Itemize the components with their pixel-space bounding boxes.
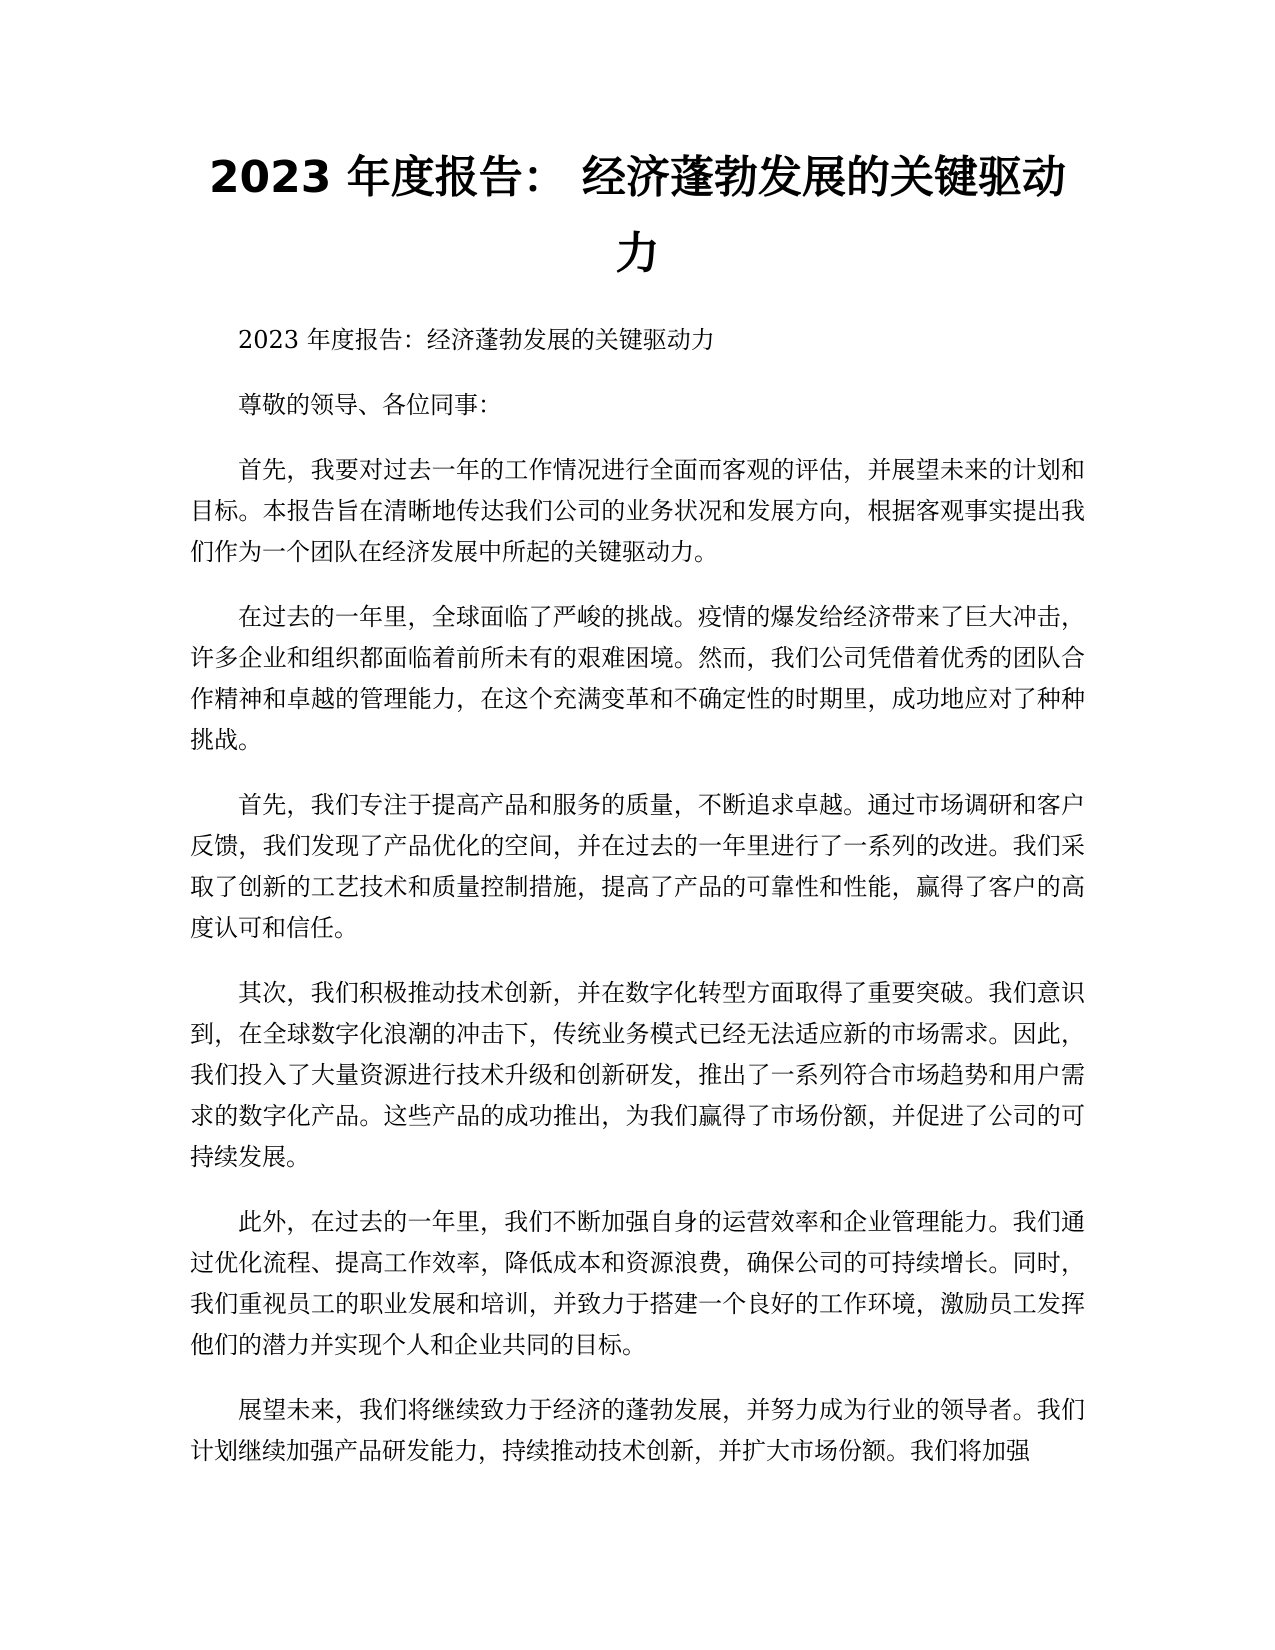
paragraph-heading-repeat: 2023 年度报告：经济蓬勃发展的关键驱动力 (238, 326, 715, 354)
paragraph-outlook: 展望未来，我们将继续致力于经济的蓬勃发展，并努力成为行业的领导者。我们计划继续加强产品研发能力，持续推动技术创新，并扩大市场份额。我们将加强 (190, 1396, 1085, 1465)
document-title: 2023 年度报告： 经济蓬勃发展的关键驱动力 (208, 152, 1067, 279)
document-body (190, 320, 1085, 1496)
paragraph-quality: 首先，我们专注于提高产品和服务的质量，不断追求卓越。通过市场调研和客户反馈，我们发现了产品优化的空间，并在过去的一年里进行了一系列的改进。我们采取了创新的工艺技术和质量控制措施，提高了产品的可靠性和性能，赢得了客户的高度认可和信任。 (190, 791, 1085, 942)
paragraph-operations: 此外，在过去的一年里，我们不断加强自身的运营效率和企业管理能力。我们通过优化流程、提高工作效率，降低成本和资源浪费，确保公司的可持续增长。同时，我们重视员工的职业发展和培训，并致力于搭建一个良好的工作环境，激励员工发挥他们的潜力并实现个人和企业共同的目标。 (190, 1208, 1085, 1359)
paragraph-challenges: 在过去的一年里，全球面临了严峻的挑战。疫情的爆发给经济带来了巨大冲击，许多企业和组织都面临着前所未有的艰难困境。然而，我们公司凭借着优秀的团队合作精神和卓越的管理能力，在这个充满变革和不确定性的时期里，成功地应对了种种挑战。 (190, 603, 1085, 754)
paragraph-innovation: 其次，我们积极推动技术创新，并在数字化转型方面取得了重要突破。我们意识到，在全球数字化浪潮的冲击下，传统业务模式已经无法适应新的市场需求。因此，我们投入了大量资源进行技术升级和创新研发，推出了一系列符合市场趋势和用户需求的数字化产品。这些产品的成功推出，为我们赢得了市场份额，并促进了公司的可持续发展。 (190, 979, 1085, 1171)
paragraph-intro: 首先，我要对过去一年的工作情况进行全面而客观的评估，并展望未来的计划和目标。本报告旨在清晰地传达我们公司的业务状况和发展方向，根据客观事实提出我们作为一个团队在经济发展中所起的关键驱动力。 (190, 456, 1085, 566)
paragraph-salutation: 尊敬的领导、各位同事： (238, 391, 502, 419)
